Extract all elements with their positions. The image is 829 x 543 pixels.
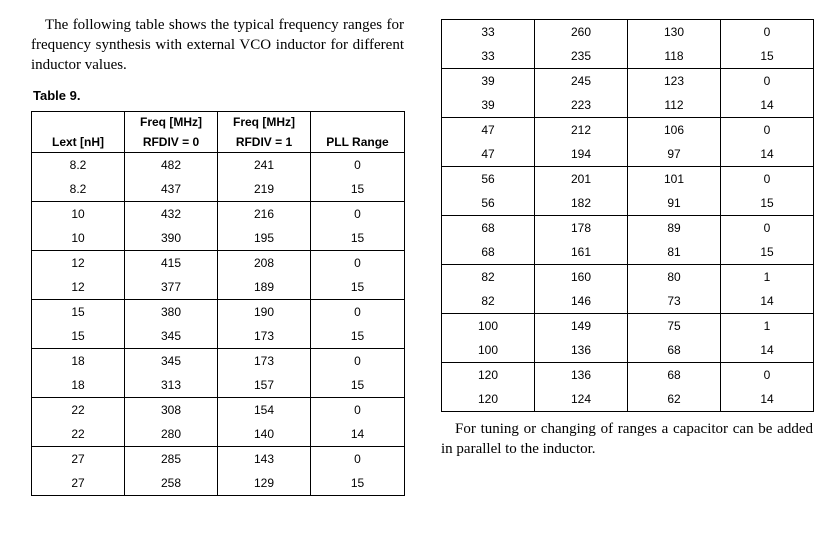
cell-lext: 68 (442, 216, 535, 241)
cell-lext: 68 (442, 240, 535, 265)
cell-lext: 56 (442, 167, 535, 192)
cell-freq-rfdiv0: 482 (125, 153, 218, 178)
cell-pll-range: 15 (311, 471, 405, 496)
cell-lext: 12 (32, 251, 125, 276)
table-row (442, 363, 814, 388)
cell-lext: 82 (442, 265, 535, 290)
cell-pll-range: 0 (311, 153, 405, 178)
intro-paragraph: The following table shows the typical frequency ranges for frequency synthesis with external VCO inductor for different inductor values. (31, 17, 404, 73)
cell-freq-rfdiv0: 380 (125, 300, 218, 325)
table-row (442, 93, 814, 118)
cell-lext: 15 (32, 324, 125, 349)
header-lext: Lext [nH] (32, 112, 125, 153)
cell-pll-range: 1 (721, 265, 814, 290)
table-row (442, 265, 814, 290)
cell-pll-range: 0 (311, 300, 405, 325)
cell-pll-range: 1 (721, 314, 814, 339)
table-row (32, 300, 405, 325)
cell-freq-rfdiv0: 345 (125, 349, 218, 374)
cell-pll-range: 0 (311, 398, 405, 423)
cell-lext: 100 (442, 314, 535, 339)
cell-freq-rfdiv1: 173 (218, 349, 311, 374)
table-row (442, 387, 814, 412)
cell-lext: 8.2 (32, 177, 125, 202)
cell-lext: 22 (32, 422, 125, 447)
cell-pll-range: 14 (721, 93, 814, 118)
table-row (32, 177, 405, 202)
cell-lext: 33 (442, 20, 535, 45)
table-row (442, 142, 814, 167)
cell-freq-rfdiv0: 146 (535, 289, 628, 314)
cell-lext: 10 (32, 226, 125, 251)
cell-freq-rfdiv0: 345 (125, 324, 218, 349)
cell-lext: 120 (442, 363, 535, 388)
cell-lext: 8.2 (32, 153, 125, 178)
cell-pll-range: 15 (311, 177, 405, 202)
cell-pll-range: 0 (311, 202, 405, 227)
cell-freq-rfdiv0: 182 (535, 191, 628, 216)
cell-lext: 56 (442, 191, 535, 216)
cell-pll-range: 14 (721, 387, 814, 412)
cell-freq-rfdiv0: 432 (125, 202, 218, 227)
table-row (32, 251, 405, 276)
cell-freq-rfdiv0: 390 (125, 226, 218, 251)
cell-lext: 22 (32, 398, 125, 423)
cell-freq-rfdiv1: 195 (218, 226, 311, 251)
table-caption: Table 9. (33, 88, 81, 103)
cell-freq-rfdiv0: 149 (535, 314, 628, 339)
cell-freq-rfdiv1: 241 (218, 153, 311, 178)
cell-freq-rfdiv1: 112 (628, 93, 721, 118)
cell-pll-range: 0 (721, 167, 814, 192)
cell-freq-rfdiv1: 81 (628, 240, 721, 265)
cell-freq-rfdiv1: 154 (218, 398, 311, 423)
table-row (442, 44, 814, 69)
table-row (32, 324, 405, 349)
cell-freq-rfdiv0: 194 (535, 142, 628, 167)
cell-freq-rfdiv1: 157 (218, 373, 311, 398)
cell-freq-rfdiv1: 216 (218, 202, 311, 227)
cell-freq-rfdiv0: 161 (535, 240, 628, 265)
cell-lext: 100 (442, 338, 535, 363)
cell-freq-rfdiv1: 106 (628, 118, 721, 143)
table-row (442, 20, 814, 45)
table-row (32, 226, 405, 251)
cell-pll-range: 14 (311, 422, 405, 447)
cell-lext: 47 (442, 142, 535, 167)
cell-lext: 18 (32, 373, 125, 398)
cell-freq-rfdiv0: 160 (535, 265, 628, 290)
cell-pll-range: 15 (721, 44, 814, 69)
cell-lext: 120 (442, 387, 535, 412)
cell-freq-rfdiv0: 308 (125, 398, 218, 423)
cell-freq-rfdiv1: 219 (218, 177, 311, 202)
cell-freq-rfdiv1: 189 (218, 275, 311, 300)
table-row (442, 240, 814, 265)
cell-freq-rfdiv0: 136 (535, 338, 628, 363)
cell-pll-range: 15 (311, 226, 405, 251)
table-row (32, 202, 405, 227)
cell-freq-rfdiv1: 129 (218, 471, 311, 496)
cell-freq-rfdiv0: 280 (125, 422, 218, 447)
header-freq-rfdiv0: Freq [MHz] RFDIV = 0 (125, 112, 218, 153)
table-row (442, 338, 814, 363)
cell-freq-rfdiv1: 68 (628, 338, 721, 363)
cell-freq-rfdiv0: 201 (535, 167, 628, 192)
cell-freq-rfdiv0: 223 (535, 93, 628, 118)
cell-freq-rfdiv0: 136 (535, 363, 628, 388)
table-row (32, 275, 405, 300)
cell-pll-range: 0 (721, 69, 814, 94)
cell-freq-rfdiv1: 91 (628, 191, 721, 216)
header-pll-range: PLL Range (311, 112, 405, 153)
table-row (32, 373, 405, 398)
table-row (32, 153, 405, 178)
cell-pll-range: 0 (311, 251, 405, 276)
cell-freq-rfdiv1: 130 (628, 20, 721, 45)
cell-freq-rfdiv1: 80 (628, 265, 721, 290)
cell-freq-rfdiv0: 313 (125, 373, 218, 398)
cell-pll-range: 0 (721, 363, 814, 388)
cell-pll-range: 14 (721, 338, 814, 363)
cell-pll-range: 15 (311, 373, 405, 398)
cell-pll-range: 14 (721, 142, 814, 167)
cell-freq-rfdiv1: 97 (628, 142, 721, 167)
cell-freq-rfdiv0: 124 (535, 387, 628, 412)
cell-lext: 18 (32, 349, 125, 374)
cell-freq-rfdiv1: 118 (628, 44, 721, 69)
cell-freq-rfdiv1: 173 (218, 324, 311, 349)
cell-freq-rfdiv1: 75 (628, 314, 721, 339)
cell-freq-rfdiv1: 62 (628, 387, 721, 412)
cell-pll-range: 15 (311, 324, 405, 349)
table-row (32, 349, 405, 374)
cell-pll-range: 15 (721, 191, 814, 216)
cell-freq-rfdiv0: 178 (535, 216, 628, 241)
cell-freq-rfdiv0: 235 (535, 44, 628, 69)
cell-freq-rfdiv1: 140 (218, 422, 311, 447)
cell-freq-rfdiv1: 89 (628, 216, 721, 241)
frequency-table-left (31, 111, 405, 496)
cell-freq-rfdiv0: 260 (535, 20, 628, 45)
cell-freq-rfdiv1: 190 (218, 300, 311, 325)
cell-lext: 47 (442, 118, 535, 143)
table-row (32, 447, 405, 472)
cell-lext: 12 (32, 275, 125, 300)
table-row (32, 422, 405, 447)
cell-freq-rfdiv0: 212 (535, 118, 628, 143)
cell-freq-rfdiv1: 123 (628, 69, 721, 94)
outro-paragraph: For tuning or changing of ranges a capacitor can be added in parallel to the inductor. (441, 421, 813, 457)
cell-freq-rfdiv1: 68 (628, 363, 721, 388)
cell-freq-rfdiv1: 208 (218, 251, 311, 276)
cell-pll-range: 14 (721, 289, 814, 314)
cell-lext: 27 (32, 471, 125, 496)
cell-lext: 82 (442, 289, 535, 314)
frequency-table-right (441, 19, 814, 412)
table-row (442, 289, 814, 314)
table-row (442, 69, 814, 94)
cell-freq-rfdiv0: 377 (125, 275, 218, 300)
table-row (442, 314, 814, 339)
table-row (442, 216, 814, 241)
cell-pll-range: 0 (721, 20, 814, 45)
table-row (442, 167, 814, 192)
table-row (32, 471, 405, 496)
cell-pll-range: 0 (721, 118, 814, 143)
cell-freq-rfdiv0: 285 (125, 447, 218, 472)
cell-freq-rfdiv0: 437 (125, 177, 218, 202)
cell-lext: 15 (32, 300, 125, 325)
cell-freq-rfdiv0: 258 (125, 471, 218, 496)
cell-pll-range: 15 (311, 275, 405, 300)
cell-pll-range: 15 (721, 240, 814, 265)
cell-lext: 39 (442, 93, 535, 118)
cell-lext: 10 (32, 202, 125, 227)
cell-freq-rfdiv1: 73 (628, 289, 721, 314)
header-freq-rfdiv1: Freq [MHz] RFDIV = 1 (218, 112, 311, 153)
cell-pll-range: 0 (311, 447, 405, 472)
cell-freq-rfdiv1: 101 (628, 167, 721, 192)
table-row (442, 191, 814, 216)
cell-lext: 27 (32, 447, 125, 472)
cell-freq-rfdiv0: 415 (125, 251, 218, 276)
cell-pll-range: 0 (721, 216, 814, 241)
cell-freq-rfdiv1: 143 (218, 447, 311, 472)
table-row (442, 118, 814, 143)
cell-freq-rfdiv0: 245 (535, 69, 628, 94)
cell-pll-range: 0 (311, 349, 405, 374)
cell-lext: 33 (442, 44, 535, 69)
cell-lext: 39 (442, 69, 535, 94)
table-row (32, 398, 405, 423)
